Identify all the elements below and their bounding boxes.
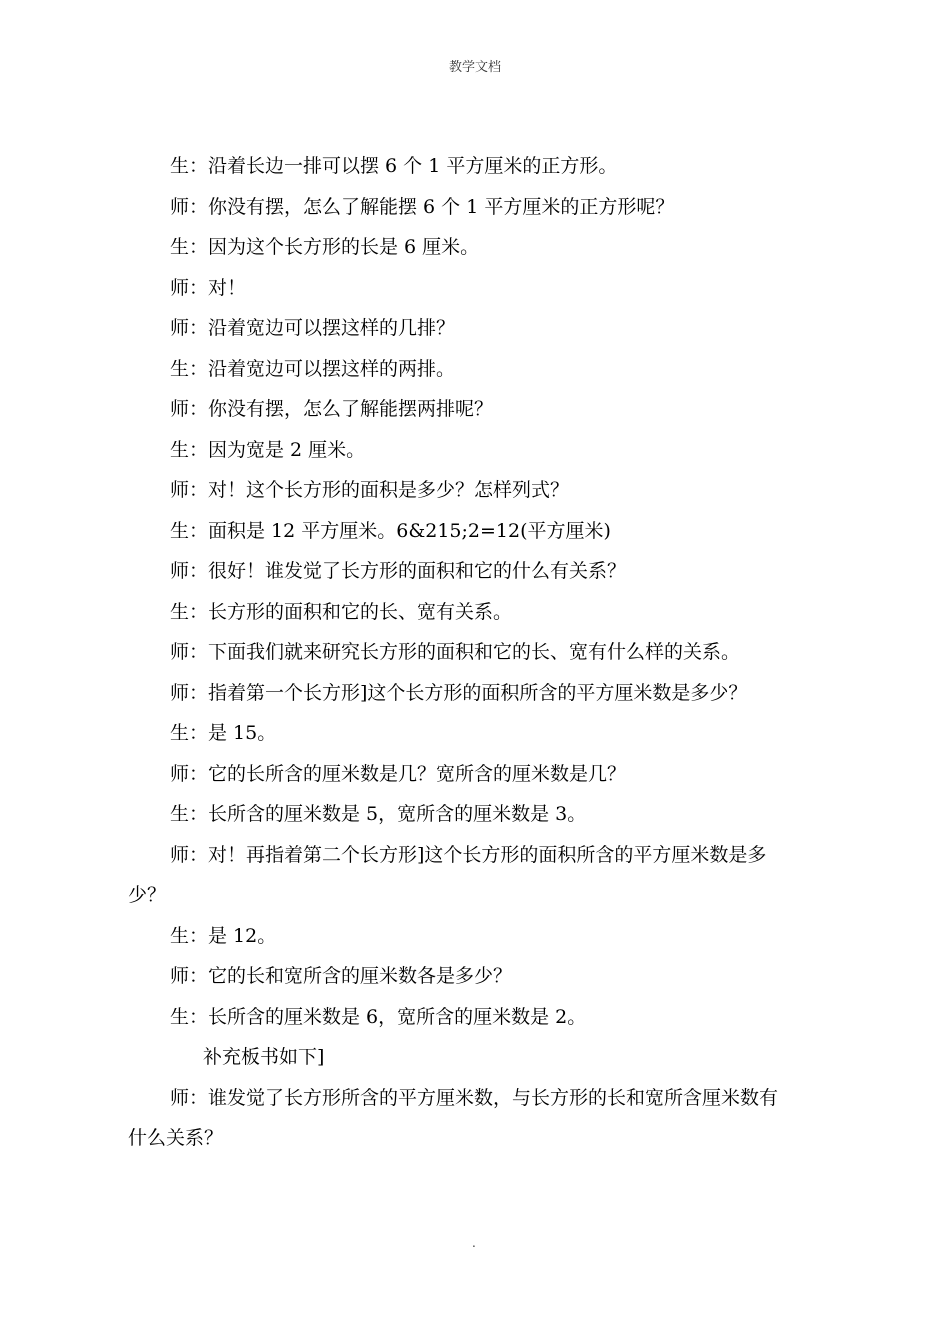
page-header: 教学文档	[448, 60, 501, 75]
dialogue-line: 师：你没有摆，怎么了解能摆 6 个 1 平方厘米的正方形呢？	[170, 195, 675, 218]
dialogue-line: 师：沿着宽边可以摆这样的几排？	[170, 317, 456, 339]
document-body	[128, 146, 828, 1159]
dialogue-line: 生：长所含的厘米数是 5，宽所含的厘米数是 3。	[170, 803, 587, 825]
dialogue-line: 师：很好！谁发觉了长方形的面积和它的什么有关系？	[170, 560, 627, 582]
dialogue-line: 生：长方形的面积和它的长、宽有关系。	[170, 600, 513, 623]
dialogue-line: 生：是 15。	[170, 722, 277, 744]
dialogue-line: 生：沿着长边一排可以摆 6 个 1 平方厘米的正方形。	[170, 155, 618, 177]
dialogue-line: 师：下面我们就来研究长方形的面积和它的长、宽有什么样的关系。	[170, 641, 741, 663]
footer-mark: .	[472, 1236, 476, 1250]
board-note-line: 补充板书如下]	[203, 1046, 325, 1068]
dialogue-line: 师：对！	[170, 276, 247, 299]
dialogue-line: 师：它的长所含的厘米数是几？宽所含的厘米数是几？	[170, 762, 627, 785]
dialogue-line: 师：谁发觉了长方形所含的平方厘米数，与长方形的长和宽所含厘米数有	[170, 1086, 779, 1109]
dialogue-line: 师：对！这个长方形的面积是多少？怎样列式？	[170, 479, 570, 501]
dialogue-line: 师：你没有摆，怎么了解能摆两排呢？	[170, 398, 494, 420]
dialogue-line: 生：面积是 12 平方厘米。6&215;2=12(平方厘米)	[170, 519, 611, 542]
dialogue-line: 生：是 12。	[170, 924, 277, 947]
dialogue-line: 生：因为宽是 2 厘米。	[170, 438, 366, 461]
dialogue-line: 师：它的长和宽所含的厘米数各是多少？	[170, 965, 513, 987]
dialogue-line: 生：沿着宽边可以摆这样的两排。	[170, 357, 456, 380]
dialogue-line: 生：因为这个长方形的长是 6 厘米。	[170, 236, 480, 258]
dialogue-line-continuation: 什么关系？	[128, 1127, 224, 1149]
dialogue-line: 生：长所含的厘米数是 6，宽所含的厘米数是 2。	[170, 1005, 587, 1028]
dialogue-line: 师：指着第一个长方形]这个长方形的面积所含的平方厘米数是多少？	[170, 681, 748, 704]
dialogue-line: 师：对！再指着第二个长方形]这个长方形的面积所含的平方厘米数是多	[170, 843, 767, 866]
dialogue-line-continuation: 少？	[128, 884, 167, 906]
